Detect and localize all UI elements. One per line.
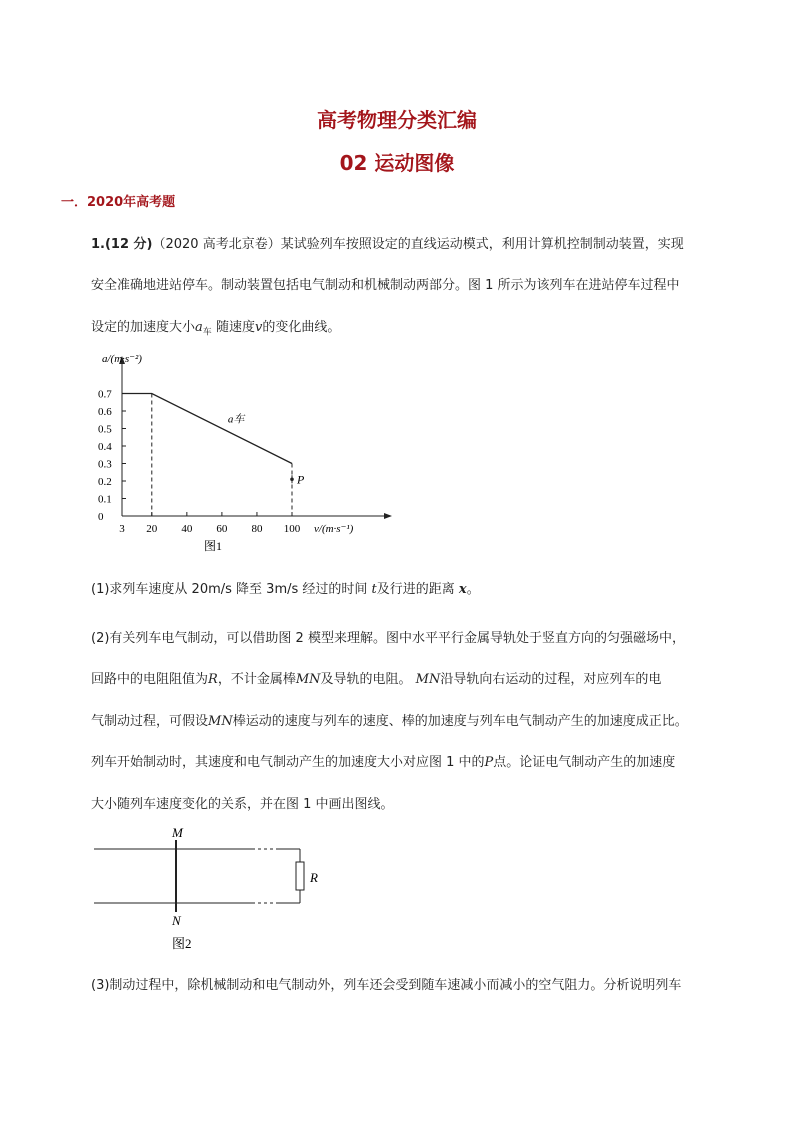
x-tick-label: 3 <box>119 523 125 535</box>
series-line-a-car <box>122 394 292 464</box>
x-tick-label: 100 <box>283 523 301 535</box>
x-axis-arrow <box>384 513 392 519</box>
point-p <box>290 477 294 481</box>
section-heading: 一．2020年高考题 <box>61 195 176 210</box>
y-tick-label: 0.4 <box>98 441 112 453</box>
part-2-line-3: 气制动过程，可假设MN棒运动的速度与列车的速度、棒的加速度与列车电气制动产生的加速度成正比。 <box>91 714 688 729</box>
part-3-line-1: (3)制动过程中，除机械制动和电气制动外，列车还会受到随车速减小而减小的空气阻力。分析说明列车 <box>91 978 682 993</box>
label-n: N <box>172 913 181 928</box>
part-2-line-1: (2)有关列车电气制动，可以借助图 2 模型来理解。图中水平平行金属导轨处于竖直方向的匀强磁场中， <box>91 631 685 646</box>
chapter-title: 02 运动图像 <box>339 151 455 175</box>
part-2-line-5: 大小随列车速度变化的关系，并在图 1 中画出图线。 <box>91 797 394 812</box>
y-tick-label: 0.7 <box>98 388 112 401</box>
question-line-2: 安全准确地进站停车。制动装置包括电气制动和机械制动两部分。图 1 所示为该列车在进站停车过程中 <box>91 278 680 293</box>
figure-2-circuit <box>90 822 350 957</box>
y-tick-label: 0 <box>98 511 104 523</box>
y-tick-label: 0.3 <box>98 458 112 471</box>
y-tick-label: 0.5 <box>98 423 112 436</box>
part-2-line-4: 列车开始制动时，其速度和电气制动产生的加速度大小对应图 1 中的P点。论证电气制动产生的加速度 <box>91 755 676 770</box>
question-number: 1.(12 分) <box>91 237 153 252</box>
figure-2-caption: 图2 <box>172 936 192 951</box>
x-axis-label: v/(m·s⁻¹) <box>314 523 354 535</box>
figure-1-chart <box>80 350 420 560</box>
resistor <box>296 862 304 890</box>
document-title: 高考物理分类汇编 <box>317 108 477 132</box>
y-tick-label: 0.2 <box>98 476 112 488</box>
figure-1-caption: 图1 <box>204 539 223 553</box>
x-tick-label: 60 <box>216 523 228 535</box>
part-1: (1)求列车速度从 20m/s 降至 3m/s 经过的时间 t及行进的距离 x。 <box>91 582 480 597</box>
question-line-3: 设定的加速度大小$a_车$ 随速度v的变化曲线。 <box>91 320 341 338</box>
x-tick-label: 80 <box>251 523 263 535</box>
y-tick-label: 0.6 <box>98 406 112 418</box>
curve-label: a车 <box>227 413 245 426</box>
label-m: M <box>172 825 183 840</box>
y-tick-label: 0.1 <box>98 493 112 506</box>
question-line-1: 1.(12 分)（2020 高考北京卷）某试验列车按照设定的直线运动模式，利用计算机控制制动装置，实现 <box>91 237 684 252</box>
label-r: R <box>310 870 318 885</box>
point-p-label: P <box>297 472 305 487</box>
y-axis-label: a/(m·s⁻²) <box>102 353 142 365</box>
part-2-line-2: 回路中的电阻阻值为R，不计金属棒MN及导轨的电阻。 MN沿导轨向右运动的过程，对应列车的电 <box>91 672 662 687</box>
x-tick-label: 20 <box>146 523 158 535</box>
x-tick-label: 40 <box>181 523 193 535</box>
